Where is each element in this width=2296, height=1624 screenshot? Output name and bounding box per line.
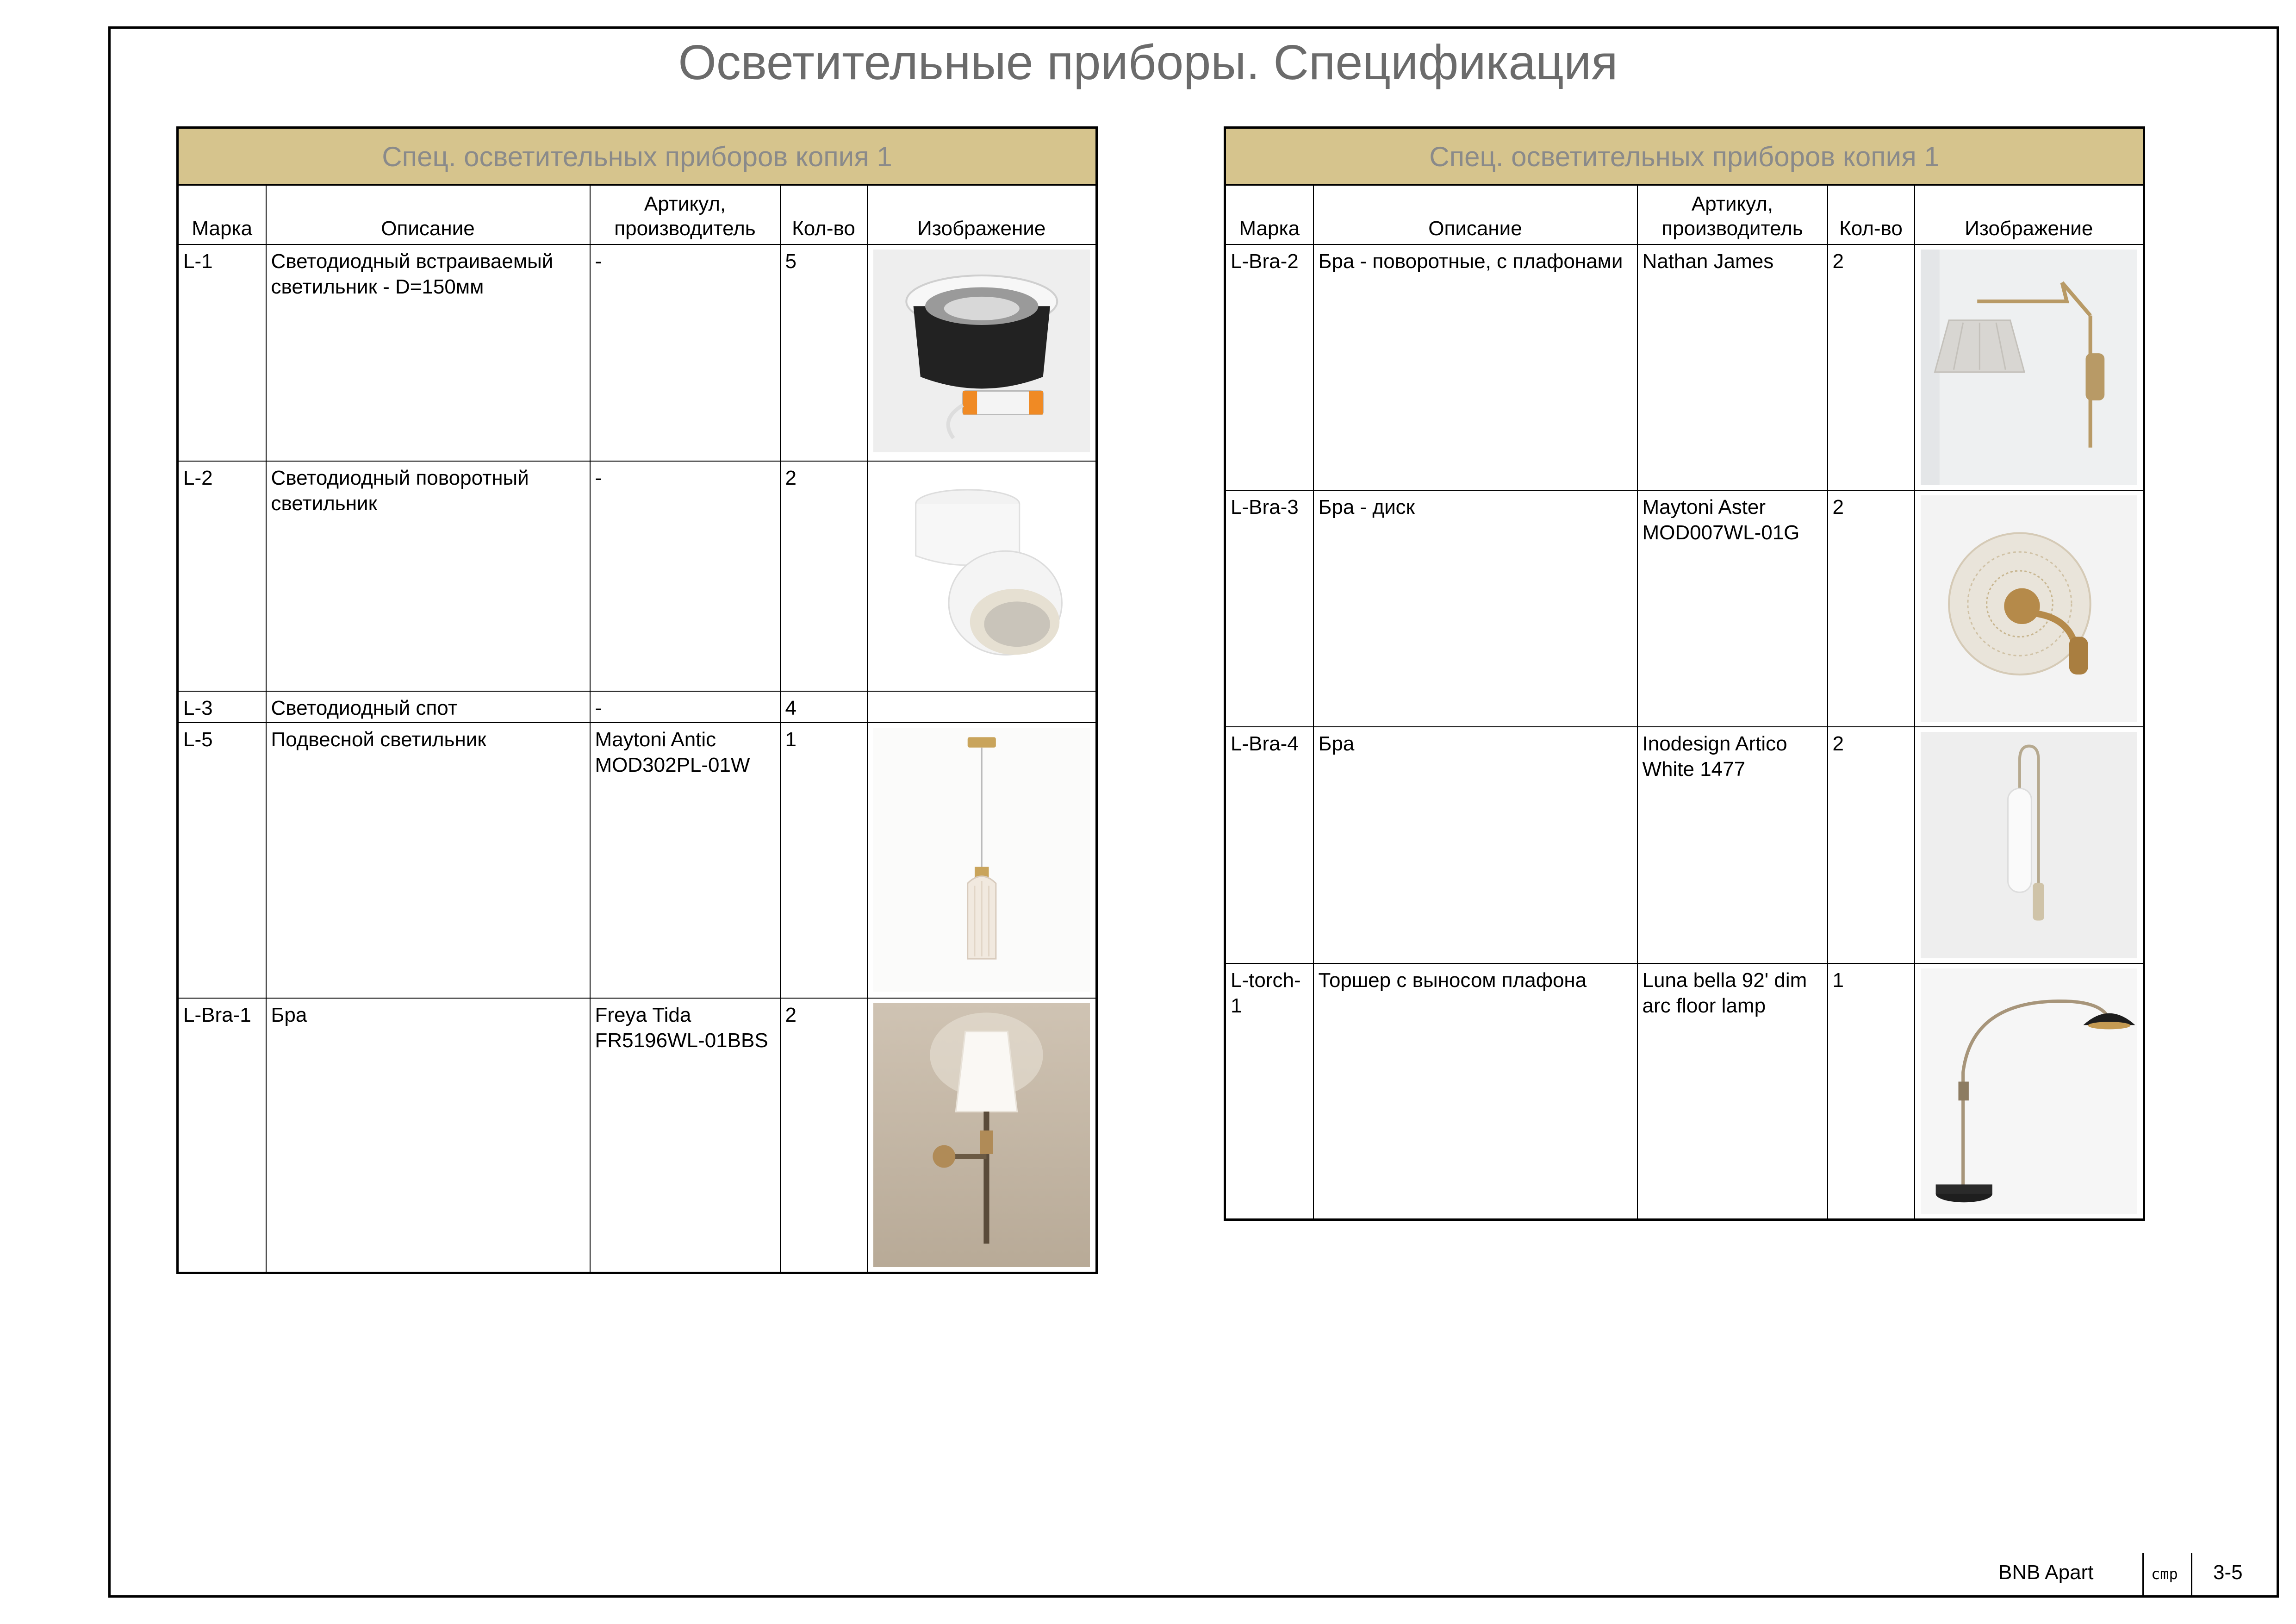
cell-qty: 2 (780, 998, 867, 1273)
cell-article: - (590, 691, 780, 723)
cell-image-empty (867, 691, 1097, 723)
cell-qty: 4 (780, 691, 867, 723)
cell-article: - (590, 244, 780, 461)
table-title: Спец. осветительных приборов копия 1 (1225, 128, 2144, 185)
cell-mark: L-1 (178, 244, 266, 461)
footer-divider (2191, 1553, 2192, 1596)
cell-qty: 1 (1828, 963, 1915, 1219)
cell-mark: L-3 (178, 691, 266, 723)
cell-article: - (590, 461, 780, 691)
header-image: Изображение (867, 185, 1097, 245)
cell-description: Бра (1313, 727, 1637, 963)
cell-mark: L-Bra-2 (1225, 244, 1313, 490)
header-image: Изображение (1915, 185, 2144, 245)
table-row (1225, 490, 2144, 727)
cell-description: Бра (266, 998, 590, 1273)
spec-table-left (176, 126, 1098, 1274)
cell-qty: 5 (780, 244, 867, 461)
pendant-lamp-image (873, 728, 1090, 992)
spec-table-right (1224, 126, 2145, 1221)
header-qty: Кол-во (1828, 185, 1915, 245)
cell-description: Подвесной светильник (266, 723, 590, 998)
table-row (1225, 963, 2144, 1219)
cell-article: Luna bella 92' dim arc floor lamp (1637, 963, 1828, 1219)
table-row (178, 998, 1097, 1273)
header-description: Описание (266, 185, 590, 245)
header-qty: Кол-во (780, 185, 867, 245)
cell-article: Inodesign Artico White 1477 (1637, 727, 1828, 963)
table-row (1225, 244, 2144, 490)
cell-article: Nathan James (1637, 244, 1828, 490)
cell-description: Бра - поворотные, с плафонами (1313, 244, 1637, 490)
footer-stamp: cmp (2151, 1565, 2178, 1583)
cell-article: Maytoni Aster MOD007WL-01G (1637, 490, 1828, 727)
tube-sconce-image (1921, 732, 2138, 958)
cell-qty: 2 (1828, 244, 1915, 490)
table-title: Спец. осветительных приборов копия 1 (178, 128, 1097, 185)
cell-description: Торшер с выносом плафона (1313, 963, 1637, 1219)
header-mark: Марка (178, 185, 266, 245)
page-title: Осветительные приборы. Спецификация (678, 35, 1618, 90)
cell-mark: L-Bra-3 (1225, 490, 1313, 727)
cell-mark: L-5 (178, 723, 266, 998)
recessed-downlight-image (873, 250, 1090, 452)
header-mark: Марка (1225, 185, 1313, 245)
cell-qty: 1 (780, 723, 867, 998)
cell-mark: L-Bra-4 (1225, 727, 1313, 963)
cell-description: Бра - диск (1313, 490, 1637, 727)
footer-sheet: 3-5 (2213, 1561, 2243, 1584)
table-row (178, 461, 1097, 691)
header-article: Артикул, производитель (1637, 185, 1828, 245)
table-row (178, 723, 1097, 998)
footer-project: BNB Apart (1998, 1561, 2094, 1584)
cell-description: Светодиодный поворотный светильник (266, 461, 590, 691)
header-article: Артикул, производитель (590, 185, 780, 245)
cell-mark: L-Bra-1 (178, 998, 266, 1273)
cell-article: Maytoni Antic MOD302PL-01W (590, 723, 780, 998)
cell-description: Светодиодный спот (266, 691, 590, 723)
header-description: Описание (1313, 185, 1637, 245)
rotating-spotlight-image (873, 466, 1090, 683)
swing-arm-sconce-image (1921, 250, 2138, 485)
cell-qty: 2 (780, 461, 867, 691)
cell-qty: 2 (1828, 490, 1915, 727)
table-row (178, 691, 1097, 723)
cell-article: Freya Tida FR5196WL-01BBS (590, 998, 780, 1273)
cell-mark: L-torch-1 (1225, 963, 1313, 1219)
wall-sconce-shade-image (873, 1003, 1090, 1267)
disc-sconce-image (1921, 495, 2138, 722)
footer-divider (2142, 1553, 2144, 1596)
cell-qty: 2 (1828, 727, 1915, 963)
cell-description: Светодиодный встраиваемый светильник - D=150мм (266, 244, 590, 461)
table-row (1225, 727, 2144, 963)
arc-floor-lamp-image (1921, 968, 2138, 1214)
table-row (178, 244, 1097, 461)
cell-mark: L-2 (178, 461, 266, 691)
